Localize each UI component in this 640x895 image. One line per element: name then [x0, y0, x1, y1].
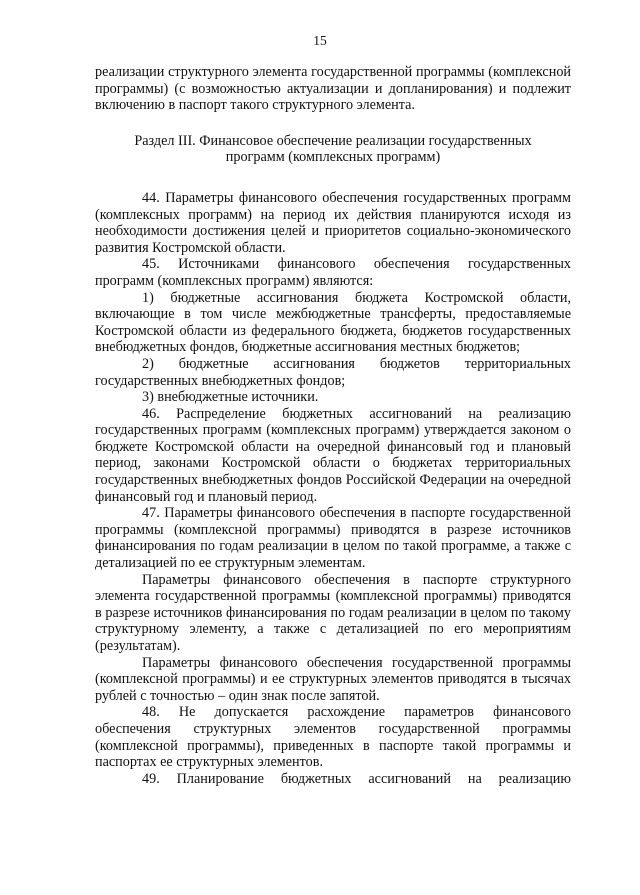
section-title-line1: Раздел III. Финансовое обеспечение реализации государственных — [134, 132, 532, 149]
paragraph-47: 47. Параметры финансового обеспечения в паспорте государственной программы (комплексной программы) приводятся в разрезе источников финансирования по годам реализации в целом по такой программе, а также с детализацией по ее структурным элементам. — [95, 505, 571, 572]
paragraph-45-item-1: 1) бюджетные ассигнования бюджета Костромской области, включающие в том числе межбюджетные трансферты, предоставляемые Костромской области из федерального бюджета, бюджетов государственных внебюджетных фондов, бюджетные ассигнования местных бюджетов; — [95, 289, 571, 356]
paragraph-45-item-2: 2) бюджетные ассигнования бюджетов территориальных государственных внебюджетных фондов; — [95, 355, 571, 389]
section-title-line2: программ (комплексных программ) — [225, 149, 441, 166]
spacer — [95, 166, 571, 190]
paragraph-45: 45. Источниками финансового обеспечения государственных программ (комплексных программ) являются: — [95, 256, 571, 289]
paragraph-49: 49. Планирование бюджетных ассигнований на реализацию — [142, 770, 571, 787]
paragraph-48: 48. Не допускается расхождение параметров финансового обеспечения структурных элементов государственной программы (комплексной программы), приведенных в паспорте такой программы и паспортах ее структурных элементов. — [95, 704, 571, 771]
document-body — [95, 64, 571, 787]
spacer — [95, 114, 571, 133]
paragraph-45-item-3: 3) внебюджетные источники. — [142, 389, 319, 406]
paragraph-46: 46. Распределение бюджетных ассигнований на реализацию государственных программ (комплексных программ) утверждается законом о бюджете Костромской области на очередной финансовый год и плановый период, законами Костромской области о бюджетах территориальных государственных внебюджетных фондов Российской Федерации на очередной финансовый год и плановый период. — [95, 405, 571, 505]
page-number: 15 — [313, 33, 327, 48]
paragraph-44: 44. Параметры финансового обеспечения государственных программ (комплексных программ) на период их действия планируются исходя из необходимости достижения целей и приоритетов социально-экономического развития Костромской области. — [95, 189, 571, 256]
paragraph-47-part-3: Параметры финансового обеспечения государственной программы (комплексной программы) и ее структурных элементов приводятся в тысячах рублей с точностью – один знак после запятой. — [95, 654, 571, 704]
intro-paragraph: реализации структурного элемента государственной программы (комплексной программы) (с возможностью актуализации и допланирования) и подлежит включению в паспорт такого структурного элемента. — [95, 64, 571, 114]
paragraph-47-part-2: Параметры финансового обеспечения в паспорте структурного элемента государственной программы (комплексной программы) приводятся в разрезе источников финансирования по годам реализации в целом по такому структурному элементу, а также с детализацией по его мероприятиям (результатам). — [95, 571, 571, 654]
